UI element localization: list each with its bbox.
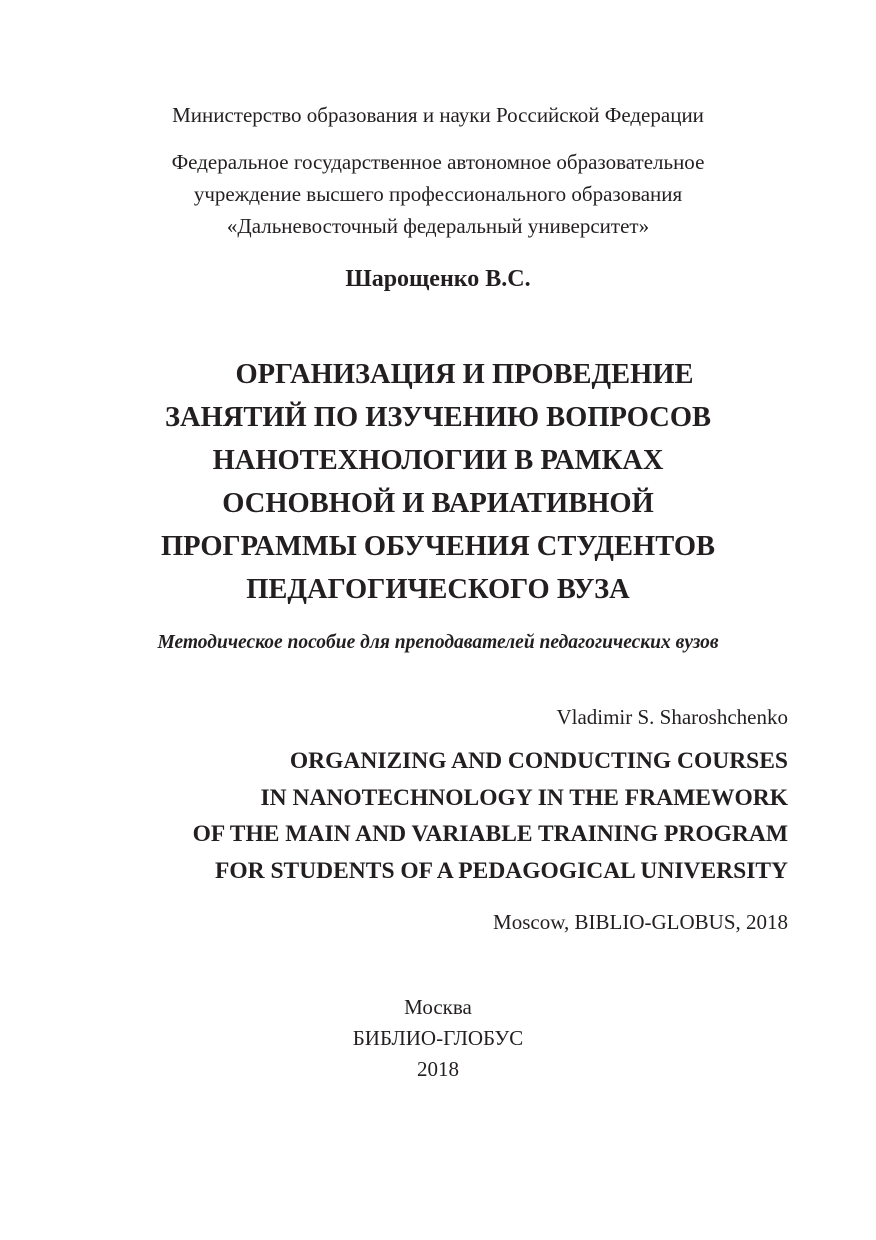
book-title-ru (0, 353, 876, 611)
title-ru-line: ЗАНЯТИЙ ПО ИЗУЧЕНИЮ ВОПРОСОВ (164, 402, 712, 433)
imprint-year: 2018 (417, 1057, 459, 1081)
book-subtitle-ru: Методическое пособие для преподавателей педагогических вузов (157, 632, 719, 653)
imprint-city: Москва (404, 995, 472, 1019)
ministry-name: Министерство образования и науки Российской Федерации (172, 103, 704, 127)
title-en-line: IN NANOTECHNOLOGY IN THE FRAMEWORK (260, 784, 788, 811)
institution-line: «Дальневосточный федеральный университет» (226, 214, 650, 238)
imprint-en: Moscow, BIBLIO-GLOBUS, 2018 (493, 910, 788, 934)
book-title-en (193, 743, 788, 889)
institution-line: Федеральное государственное автономное образовательное (171, 150, 705, 174)
title-en-line: FOR STUDENTS OF A PEDAGOGICAL UNIVERSITY (214, 857, 788, 884)
title-en-line: ORGANIZING AND CONDUCTING COURSES (289, 748, 788, 774)
title-en-line: OF THE MAIN AND VARIABLE TRAINING PROGRAM (192, 821, 788, 847)
imprint-publisher: БИБЛИО-ГЛОБУС (352, 1026, 524, 1050)
imprint-ru (0, 992, 876, 1085)
institution-name (0, 146, 876, 242)
title-ru-line: НАНОТЕХНОЛОГИИ В РАМКАХ (212, 445, 664, 476)
title-ru-line: ОСНОВНОЙ И ВАРИАТИВНОЙ (222, 488, 654, 519)
institution-line: учреждение высшего профессионального образования (193, 182, 683, 206)
title-ru-line: ПРОГРАММЫ ОБУЧЕНИЯ СТУДЕНТОВ (160, 531, 716, 562)
title-ru-line: ОРГАНИЗАЦИЯ И ПРОВЕДЕНИЕ (235, 359, 694, 390)
author-name-ru: Шарощенко В.С. (345, 266, 531, 292)
author-name-en: Vladimir S. Sharoshchenko (556, 705, 788, 729)
title-ru-line: ПЕДАГОГИЧЕСКОГО ВУЗА (246, 574, 630, 605)
